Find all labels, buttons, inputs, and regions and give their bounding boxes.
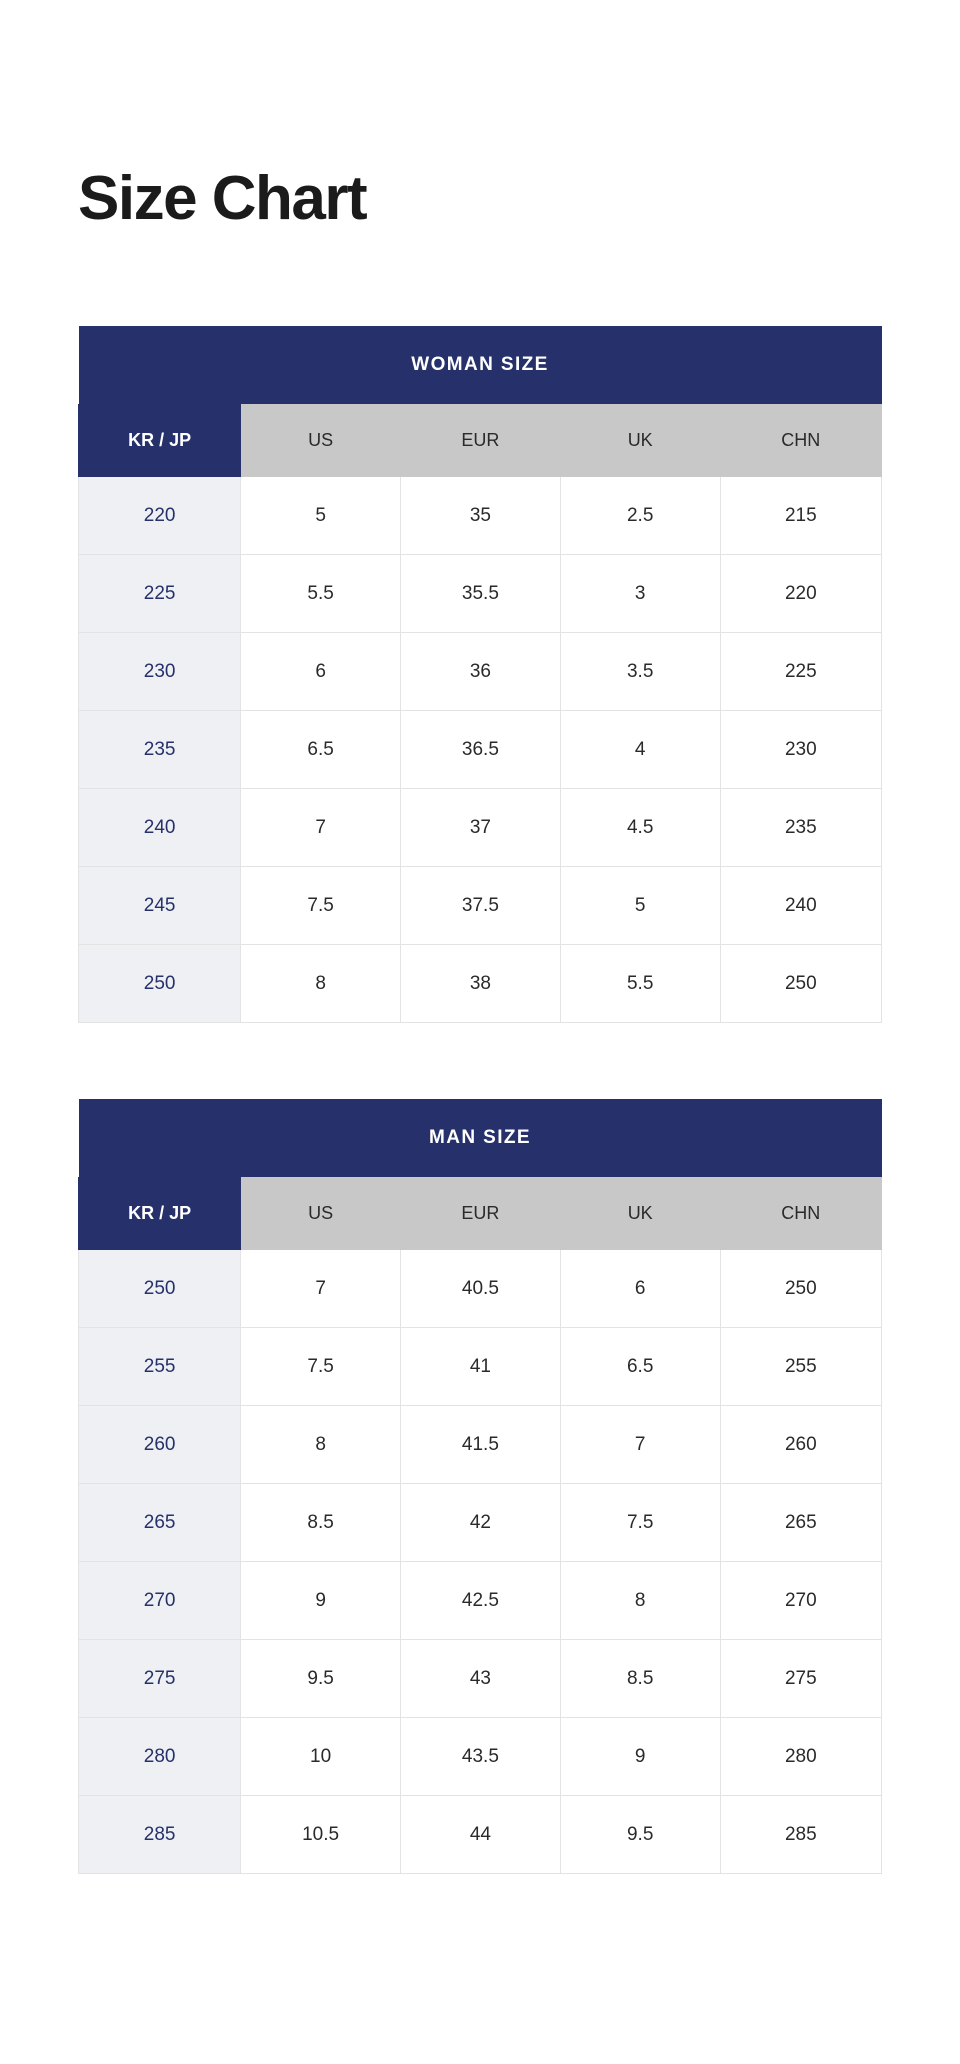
cell-us: 10.5 <box>241 1796 401 1874</box>
cell-us: 8 <box>241 1406 401 1484</box>
cell-uk: 6 <box>560 1250 720 1328</box>
cell-eur: 41.5 <box>401 1406 561 1484</box>
cell-chn: 275 <box>720 1640 881 1718</box>
cell-uk: 2.5 <box>560 477 720 555</box>
cell-us: 9.5 <box>241 1640 401 1718</box>
page-title: Size Chart <box>78 164 367 233</box>
cell-uk: 9.5 <box>560 1796 720 1874</box>
cell-chn: 220 <box>720 555 881 633</box>
woman-size-caption: WOMAN SIZE <box>79 326 882 405</box>
cell-kr-jp: 250 <box>79 1250 241 1328</box>
cell-eur: 38 <box>401 945 561 1023</box>
cell-chn: 260 <box>720 1406 881 1484</box>
cell-kr-jp: 245 <box>79 867 241 945</box>
table-row <box>79 1640 882 1718</box>
cell-eur: 43 <box>401 1640 561 1718</box>
cell-us: 10 <box>241 1718 401 1796</box>
table-row <box>79 1484 882 1562</box>
cell-kr-jp: 265 <box>79 1484 241 1562</box>
cell-kr-jp: 235 <box>79 711 241 789</box>
table-row <box>79 1796 882 1874</box>
table-row <box>79 1562 882 1640</box>
cell-kr-jp: 240 <box>79 789 241 867</box>
column-header-chn: CHN <box>720 1178 881 1250</box>
cell-eur: 36 <box>401 633 561 711</box>
cell-chn: 255 <box>720 1328 881 1406</box>
column-header-kr-jp: KR / JP <box>79 1178 241 1250</box>
table-caption-row <box>79 1099 882 1178</box>
table-caption-row <box>79 326 882 405</box>
cell-chn: 265 <box>720 1484 881 1562</box>
cell-kr-jp: 255 <box>79 1328 241 1406</box>
table-row <box>79 633 882 711</box>
column-header-uk: UK <box>560 405 720 477</box>
cell-eur: 41 <box>401 1328 561 1406</box>
column-header-us: US <box>241 1178 401 1250</box>
cell-chn: 235 <box>720 789 881 867</box>
cell-eur: 37 <box>401 789 561 867</box>
cell-kr-jp: 220 <box>79 477 241 555</box>
table-row <box>79 867 882 945</box>
column-header-kr-jp: KR / JP <box>79 405 241 477</box>
cell-uk: 4 <box>560 711 720 789</box>
table-row <box>79 1328 882 1406</box>
cell-chn: 240 <box>720 867 881 945</box>
cell-us: 5 <box>241 477 401 555</box>
cell-uk: 8.5 <box>560 1640 720 1718</box>
cell-uk: 7 <box>560 1406 720 1484</box>
cell-chn: 215 <box>720 477 881 555</box>
cell-us: 7 <box>241 789 401 867</box>
cell-eur: 40.5 <box>401 1250 561 1328</box>
cell-chn: 285 <box>720 1796 881 1874</box>
cell-eur: 36.5 <box>401 711 561 789</box>
woman-size-table <box>78 326 882 1023</box>
cell-uk: 4.5 <box>560 789 720 867</box>
cell-kr-jp: 260 <box>79 1406 241 1484</box>
cell-us: 8.5 <box>241 1484 401 1562</box>
cell-kr-jp: 275 <box>79 1640 241 1718</box>
cell-eur: 44 <box>401 1796 561 1874</box>
cell-eur: 42 <box>401 1484 561 1562</box>
man-size-caption: MAN SIZE <box>79 1099 882 1178</box>
column-header-chn: CHN <box>720 405 881 477</box>
cell-kr-jp: 280 <box>79 1718 241 1796</box>
cell-us: 8 <box>241 945 401 1023</box>
cell-chn: 250 <box>720 945 881 1023</box>
table-header-row <box>79 1178 882 1250</box>
table-row <box>79 789 882 867</box>
table-row <box>79 945 882 1023</box>
cell-us: 7.5 <box>241 1328 401 1406</box>
cell-us: 9 <box>241 1562 401 1640</box>
cell-uk: 9 <box>560 1718 720 1796</box>
cell-chn: 250 <box>720 1250 881 1328</box>
cell-chn: 280 <box>720 1718 881 1796</box>
cell-eur: 37.5 <box>401 867 561 945</box>
cell-eur: 35 <box>401 477 561 555</box>
table-row <box>79 477 882 555</box>
cell-eur: 42.5 <box>401 1562 561 1640</box>
table-row <box>79 1718 882 1796</box>
table-header-row <box>79 405 882 477</box>
cell-uk: 5 <box>560 867 720 945</box>
table-row <box>79 1406 882 1484</box>
cell-uk: 3.5 <box>560 633 720 711</box>
cell-us: 6.5 <box>241 711 401 789</box>
table-row <box>79 555 882 633</box>
cell-kr-jp: 250 <box>79 945 241 1023</box>
cell-us: 7 <box>241 1250 401 1328</box>
cell-chn: 225 <box>720 633 881 711</box>
cell-us: 6 <box>241 633 401 711</box>
cell-us: 7.5 <box>241 867 401 945</box>
cell-uk: 3 <box>560 555 720 633</box>
cell-kr-jp: 285 <box>79 1796 241 1874</box>
table-row <box>79 711 882 789</box>
cell-kr-jp: 225 <box>79 555 241 633</box>
cell-uk: 7.5 <box>560 1484 720 1562</box>
cell-kr-jp: 230 <box>79 633 241 711</box>
column-header-us: US <box>241 405 401 477</box>
cell-us: 5.5 <box>241 555 401 633</box>
table-row <box>79 1250 882 1328</box>
cell-eur: 35.5 <box>401 555 561 633</box>
cell-uk: 8 <box>560 1562 720 1640</box>
cell-chn: 230 <box>720 711 881 789</box>
cell-chn: 270 <box>720 1562 881 1640</box>
man-size-table <box>78 1099 882 1874</box>
tables-container <box>0 326 960 1874</box>
column-header-eur: EUR <box>401 1178 561 1250</box>
cell-uk: 5.5 <box>560 945 720 1023</box>
column-header-uk: UK <box>560 1178 720 1250</box>
column-header-eur: EUR <box>401 405 561 477</box>
cell-kr-jp: 270 <box>79 1562 241 1640</box>
cell-eur: 43.5 <box>401 1718 561 1796</box>
cell-uk: 6.5 <box>560 1328 720 1406</box>
